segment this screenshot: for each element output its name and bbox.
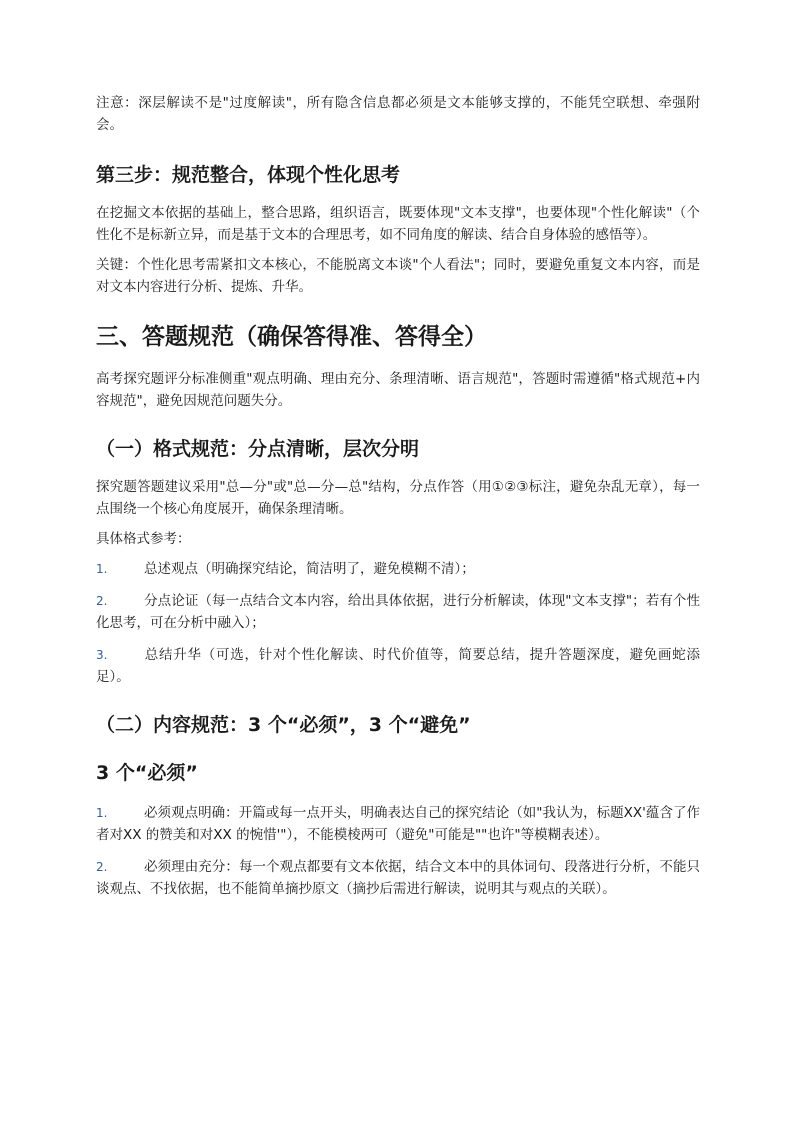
step3-paragraph-1: 在挖掘文本依据的基础上，整合思路，组织语言，既要体现"文本支撑"，也要体现"个性化解读"（个性化不是标新立异，而是基于文本的合理思考，如不同角度的解读、结合自身体验的感悟等）。: [96, 205, 700, 243]
note-paragraph: 注意：深层解读不是"过度解读"，所有隐含信息都必须是文本能够支撑的，不能凭空联想、牵强附会。: [96, 95, 700, 133]
list-number: 3.: [96, 648, 108, 662]
list-number: 2.: [96, 594, 108, 608]
list-text: 分点论证（每一点结合文本内容，给出具体依据，进行分析解读，体现"文本支撑"；若有个性化思考，可在分析中融入）；: [96, 593, 700, 631]
list-number: 2.: [96, 860, 108, 874]
section3-heading: 三、答题规范（确保答得准、答得全）: [96, 324, 487, 350]
list-item: [96, 802, 700, 846]
format-paragraph: 探究题答题建议采用"总—分"或"总—分—总"结构，分点作答（用①②③标注，避免杂乱无章），每一点围绕一个核心角度展开，确保条理清晰。: [96, 479, 700, 517]
list-number: 1.: [96, 562, 108, 576]
list-item: [96, 644, 700, 688]
format-heading: （一）格式规范：分点清晰，层次分明: [96, 438, 420, 460]
list-item: [96, 590, 700, 634]
list-item: [96, 856, 700, 900]
list-number: 1.: [96, 806, 108, 820]
list-text: 总结升华（可选，针对个性化解读、时代价值等，简要总结，提升答题深度，避免画蛇添足）。: [96, 647, 700, 685]
content-heading: （二）内容规范：3 个“必须”，3 个“避免”: [96, 714, 471, 736]
section3-intro: 高考探究题评分标准侧重"观点明确、理由充分、条理清晰、语言规范"，答题时需遵循"格式规范+内容规范"，避免因规范问题失分。: [96, 371, 700, 409]
content-sub-heading: 3 个“必须”: [96, 762, 198, 784]
list-text: 总述观点（明确探究结论，简洁明了，避免模糊不清）；: [144, 561, 475, 577]
format-ref-label: 具体格式参考：: [96, 531, 191, 547]
step3-heading: 第三步：规范整合，体现个性化思考: [96, 164, 401, 186]
step3-key-paragraph: 关键：个性化思考需紧扣文本核心，不能脱离文本谈"个人看法"；同时，要避免重复文本内容，而是对文本内容进行分析、提炼、升华。: [96, 257, 700, 295]
list-item: [96, 558, 700, 580]
list-text: 必须理由充分：每一个观点都要有文本依据，结合文本中的具体词句、段落进行分析，不能只谈观点、不找依据，也不能简单摘抄原文（摘抄后需进行解读，说明其与观点的关联）。: [96, 859, 700, 897]
list-text: 必须观点明确：开篇或每一点开头，明确表达自己的探究结论（如"我认为，标题XX'蕴含了作者对XX 的赞美和对XX 的惋惜'"），不能模棱两可（避免"可能是""也许"等模糊表述）。: [96, 805, 700, 843]
document-page: [96, 92, 700, 910]
